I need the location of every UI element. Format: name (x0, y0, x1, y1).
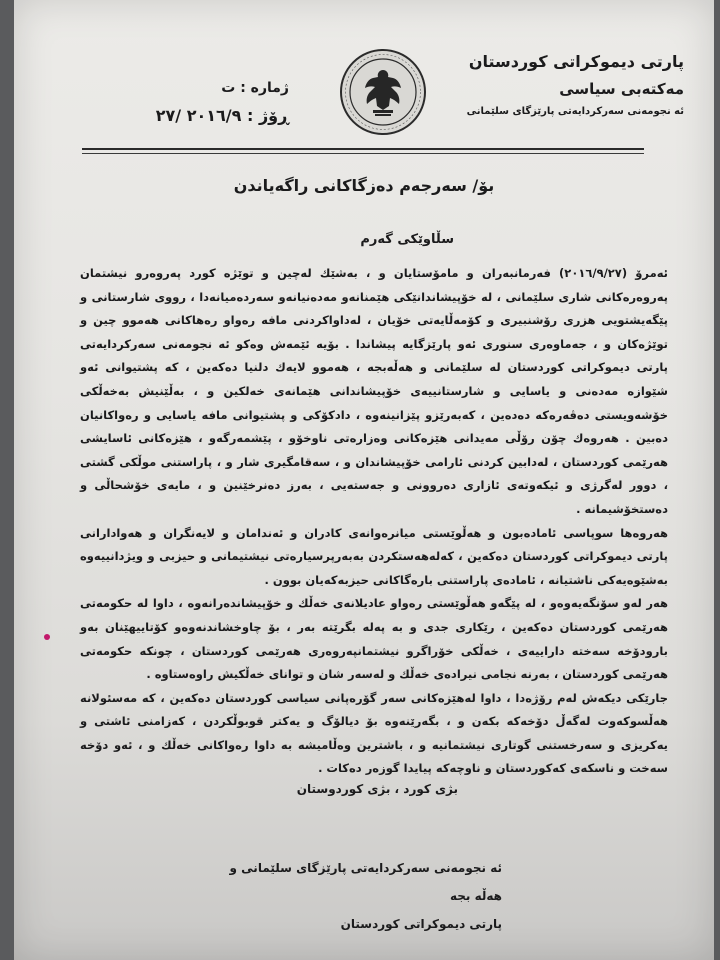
body-paragraph-4: جارێکی دیکەش لەم رۆژەدا ، داوا لەهێزەکانی سەر گۆرەپانی سیاسی کوردستان دەکەین ، کە مەسئولانە هەڵسوکەوت لەگەڵ دۆخەکە بکەن و ، بگەرێنەوە بۆ دیالۆگ و یەکتر قوبوڵکردن ، کەزامنی ئاشتی و یەکریزی و سەرخستنی گوتاری نیشتمانیە و ، باشترین وەڵامیشە بە داوا رەواکانی خەڵك و ، ئەو دۆخە سەخت و ناسکەی کەکوردستان و ناوچەکە پیایدا گوزەر دەکات . (80, 690, 668, 776)
reference-block (155, 80, 289, 135)
letter-page (14, 0, 714, 960)
signature-block (202, 854, 502, 938)
letter-subject: بۆ/ سەرجەم دەزگاکانی راگەیاندن (233, 176, 495, 195)
branch-name: ئه نجومەنی سەرکردایەتی پارێزگای سلێمانی (466, 106, 684, 117)
political-office: مەکتەبی سیاسی (559, 80, 684, 98)
party-logo-icon (339, 48, 427, 136)
body-paragraph-1: ئەمرۆ (٢٠١٦/٩/٢٧) فەرمانبەران و مامۆستایان و ، بەشێك لەچین و توێژە کورد پەروەرو نیشتمان پەروەرەکانی شاری سلێمانی ، لە خۆپیشاندانێکی هێمنانەو مەدەنیانەو سەردەمیانەدا ، رووی شارستانی و پێگەیشتویی هزری رۆشنبیری و کۆمەڵایەتی خۆیان ، لەداواکردنی مافە رەواو رەهاکانی هەموو چین و توێژەکان و ، جەماوەری سنوری ئەو پارێزگایە پیشاندا . بۆیە ئێمەش وەکو ئە نجومەنی سەرکردایەتی پارتی دیموکراتی کوردستان لە سلێمانی و هەڵەبجە ، هەموو لایەك دلنیا دەکەین ، کە پشتیوانی ئەو شێوازە مەدەنی و یاسایی و شارستانییەی خۆپیشاندانی هێمانەی خەلکین و ، بەڵێنیش بەخەڵکی خۆشەویستی دەڤەرەکە دەدەین ، کەبەرێزو پێزانینەوە ، دادکۆکی و پشتیوانی مافە یاسایی و رەواکانیان دەبین . هەروەك چۆن رۆڵی مەیدانی هێزەکانی وەزارەتی ناوخۆو ، پێشمەرگەو ، هێزەکانی ئاسایشی هەرێمی کوردستان ، لەدابین کردنی ئارامی خۆپیشاندان و ، سەقامگیری شار و ، پاراستنی موڵکی گشتی ، دوور لەگرژی و ئیکەوتەی ئازاری دەروونی و جەستەیی ، بەرز دەنرخێنین و ، مایەی خۆشحاڵی و دەستخۆشیمانە . (80, 266, 668, 516)
letterhead (424, 52, 684, 117)
signature-line-1: ئه نجومەنی سەرکردایەتی پارێزگای سلێمانی و هەڵە بجە (229, 861, 502, 903)
signature-line-2: پارتی دیموکراتی کوردستان (340, 917, 502, 931)
body-paragraph-3: هەر لەو سۆنگەیەوەو ، لە پێگەو هەڵوێستی رەواو عادیلانەی خەڵك و خۆپیشاندەرانەوە ، داوا لە حکومەتی هەرێمی کوردستان دەکەین ، رێکاری جدی و بە پەلە بگرێتە بەر ، بۆ چاوخشاندنەوەو کۆتاییهێنان بەو بارودۆخە سەختە داراییەی ، خەڵکی خۆراگرو نیشتمانپەروەری هەرێمی کوردستان ، چونکە حکومەتی هەرێمی کوردستان ، بەرنە نجامی نیرادەی خەڵك و لەسەر شان و توانای خەڵکیش راوەستاوە . (80, 596, 668, 682)
closing-slogan: بژی کورد ، بژی کوردوستان (296, 782, 458, 796)
date-label: ڕۆژ : (246, 106, 289, 125)
reference-number: ژماره : ت (221, 80, 289, 96)
letter-greeting: سڵاوێکی گەرم (360, 232, 454, 247)
body-paragraph-2: هەروەها سوپاسی ئامادەبون و هەڵوێستی میانرەوانەی کادران و ئەندامان و لایەنگران و هەوادارانی پارتی دیموکراتی کوردستان دەکەین ، کەلەهەستکردن بەبەرپرسیارەتی نیشتیمانی و حیزبی و ویژدانییەوە بەشێوەیەکی ناشتیانە ، ئامادەی پاراستنی بارەگاکانی حیزبەکەیان بوون . (80, 525, 668, 587)
letter-body (80, 262, 668, 781)
header-divider-thin (82, 153, 644, 154)
date-value: ٢٠١٦/٩ /٢٧ (155, 106, 242, 125)
header-divider (82, 148, 644, 150)
party-name: پارتی دیموکراتی کوردستان (468, 52, 684, 71)
paper-mark (44, 634, 50, 640)
reference-date (155, 106, 289, 125)
